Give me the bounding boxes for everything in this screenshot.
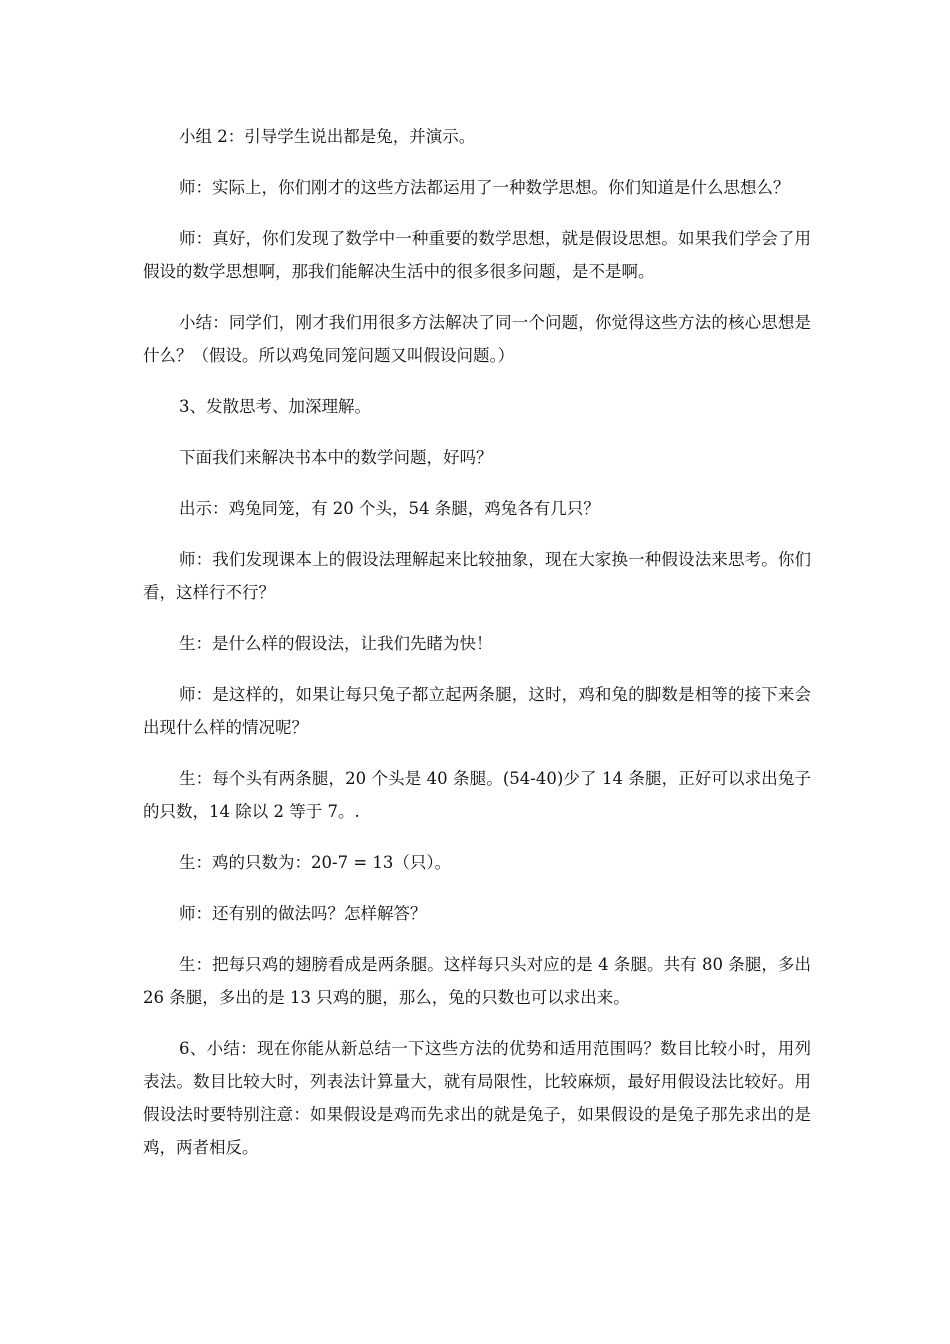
paragraph-student-calc-rabbits: 生：每个头有两条腿，20 个头是 40 条腿。(54-40)少了 14 条腿，正好可以求出兔子的只数，14 除以 2 等于 7。. [143, 769, 811, 821]
paragraph-teacher-new-method: 师：我们发现课本上的假设法理解起来比较抽象，现在大家换一种假设法来思考。你们看，这样行不行？ [143, 550, 811, 602]
paragraph-group2-demo: 小组 2：引导学生说出都是兔，并演示。 [179, 127, 476, 146]
document-page [143, 120, 811, 1182]
paragraph-student-curious: 生：是什么样的假设法，让我们先睹为快！ [179, 634, 493, 653]
paragraph-teacher-rabbit-stand: 师：是这样的，如果让每只兔子都立起两条腿，这时，鸡和兔的脚数是相等的接下来会出现什么样的情况呢？ [143, 685, 811, 737]
paragraph-teacher-question: 师：实际上，你们刚才的这些方法都运用了一种数学思想。你们知道是什么思想么？ [179, 178, 790, 197]
paragraph-student-wings: 生：把每只鸡的翅膀看成是两条腿。这样每只头对应的是 4 条腿。共有 80 条腿，多出 26 条腿，多出的是 13 只鸡的腿，那么，兔的只数也可以求出来。 [143, 955, 811, 1007]
paragraph-student-calc-chickens: 生：鸡的只数为：20-7 = 13（只）。 [179, 853, 452, 872]
paragraph-section-6-summary: 6、小结：现在你能从新总结一下这些方法的优势和适用范围吗？数目比较小时，用列表法。数目比较大时，列表法计算量大，就有局限性，比较麻烦，最好用假设法比较好。用假设法时要特别注意：如果假设是鸡而先求出的就是兔子，如果假设的是兔子那先求出的是鸡，两者相反。 [143, 1039, 811, 1157]
paragraph-textbook-intro: 下面我们来解决书本中的数学问题，好吗？ [179, 448, 493, 467]
paragraph-teacher-other-method: 师：还有别的做法吗？怎样解答？ [179, 904, 427, 923]
paragraph-problem-statement: 出示：鸡兔同笼，有 20 个头，54 条腿，鸡兔各有几只？ [179, 499, 600, 518]
paragraph-section-3-heading: 3、发散思考、加深理解。 [179, 397, 371, 416]
paragraph-teacher-assumption: 师：真好，你们发现了数学中一种重要的数学思想，就是假设思想。如果我们学会了用假设的数学思想啊，那我们能解决生活中的很多很多问题，是不是啊。 [143, 229, 811, 281]
paragraph-summary-core-idea: 小结：同学们，刚才我们用很多方法解决了同一个问题，你觉得这些方法的核心思想是什么？（假设。所以鸡兔同笼问题又叫假设问题。） [143, 313, 811, 365]
